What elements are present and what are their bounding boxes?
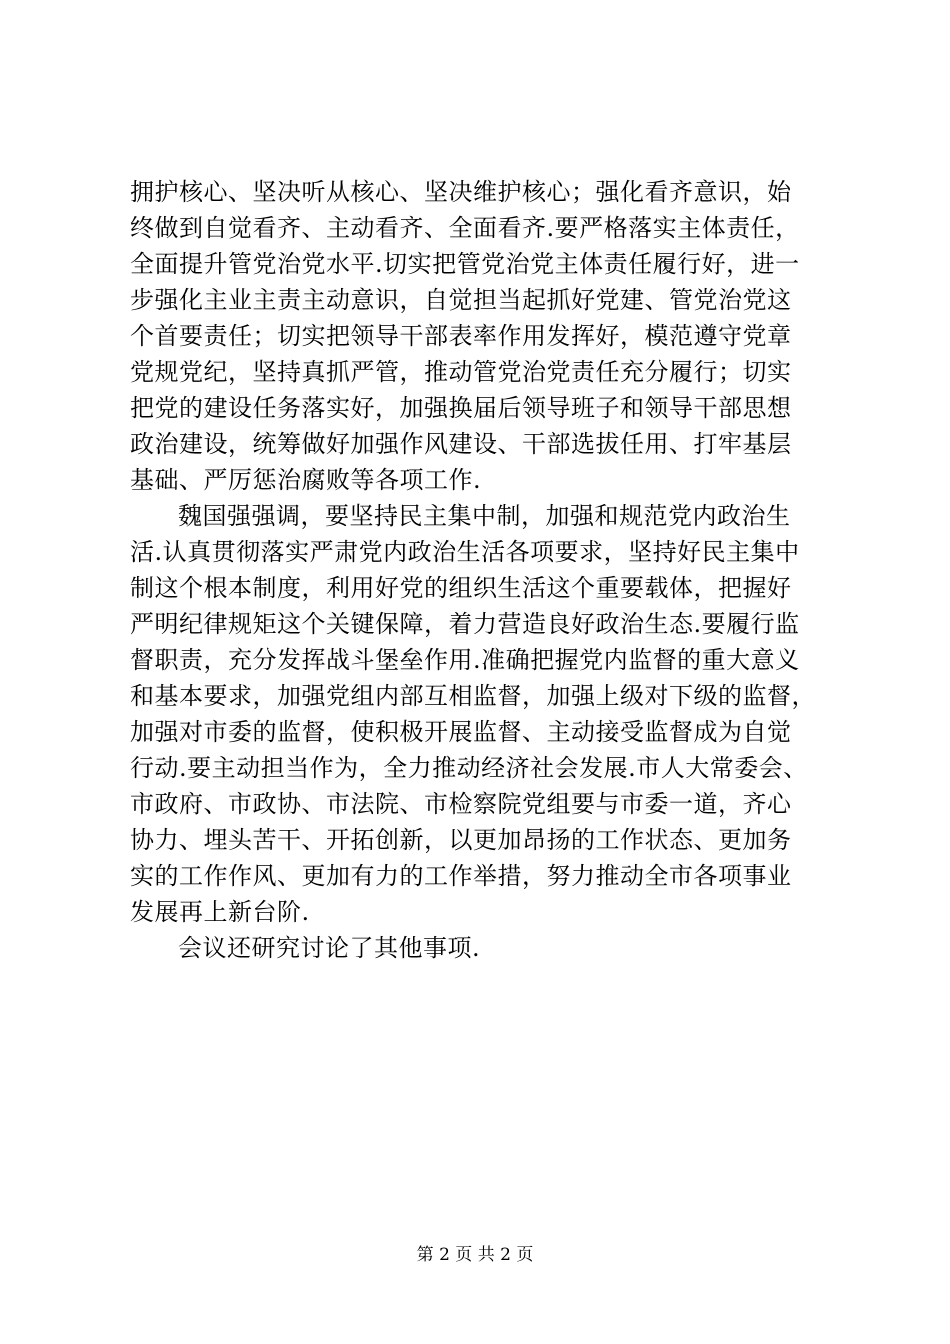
text-line: 活.认真贯彻落实严肃党内政治生活各项要求，坚持好民主集中 xyxy=(130,538,800,566)
text-line: 个首要责任；切实把领导干部表率作用发挥好，模范遵守党章 xyxy=(130,322,792,350)
body-text xyxy=(130,174,830,966)
paragraph-start-line: 会议还研究讨论了其他事项. xyxy=(178,934,481,962)
text-line: 市政府、市政协、市法院、市检察院党组要与市委一道，齐心 xyxy=(130,790,792,818)
text-line: 全面提升管党治党水平.切实把管党治党主体责任履行好，进一 xyxy=(130,250,800,278)
text-line: 制这个根本制度，利用好党的组织生活这个重要载体，把握好 xyxy=(130,574,792,602)
text-line: 拥护核心、坚决听从核心、坚决维护核心；强化看齐意识，始 xyxy=(130,178,792,206)
text-line: 党规党纪，坚持真抓严管，推动管党治党责任充分履行；切实 xyxy=(130,358,792,386)
text-line: 发展再上新台阶. xyxy=(130,898,310,926)
text-line: 终做到自觉看齐、主动看齐、全面看齐.要严格落实主体责任， xyxy=(130,214,800,242)
page-number-footer: 第 2 页 共 2 页 xyxy=(416,1245,534,1265)
text-line: 督职责，充分发挥战斗堡垒作用.准确把握党内监督的重大意义 xyxy=(130,646,800,674)
text-line: 行动.要主动担当作为，全力推动经济社会发展.市人大常委会、 xyxy=(130,754,808,782)
text-line: 加强对市委的监督，使积极开展监督、主动接受监督成为自觉 xyxy=(130,718,792,746)
text-line: 把党的建设任务落实好，加强换届后领导班子和领导干部思想 xyxy=(130,394,792,422)
text-line: 严明纪律规矩这个关键保障，着力营造良好政治生态.要履行监 xyxy=(130,610,800,638)
text-line: 和基本要求，加强党组内部互相监督，加强上级对下级的监督， xyxy=(130,682,816,710)
text-line: 政治建设，统筹做好加强作风建设、干部选拔任用、打牢基层 xyxy=(130,430,792,458)
text-line: 步强化主业主责主动意识，自觉担当起抓好党建、管党治党这 xyxy=(130,286,792,314)
text-line: 协力、埋头苦干、开拓创新，以更加昂扬的工作状态、更加务 xyxy=(130,826,792,854)
text-line: 实的工作作风、更加有力的工作举措，努力推动全市各项事业 xyxy=(130,862,792,890)
text-line: 基础、严厉惩治腐败等各项工作. xyxy=(130,466,482,494)
paragraph-start-line: 魏国强强调，要坚持民主集中制，加强和规范党内政治生 xyxy=(178,502,791,530)
